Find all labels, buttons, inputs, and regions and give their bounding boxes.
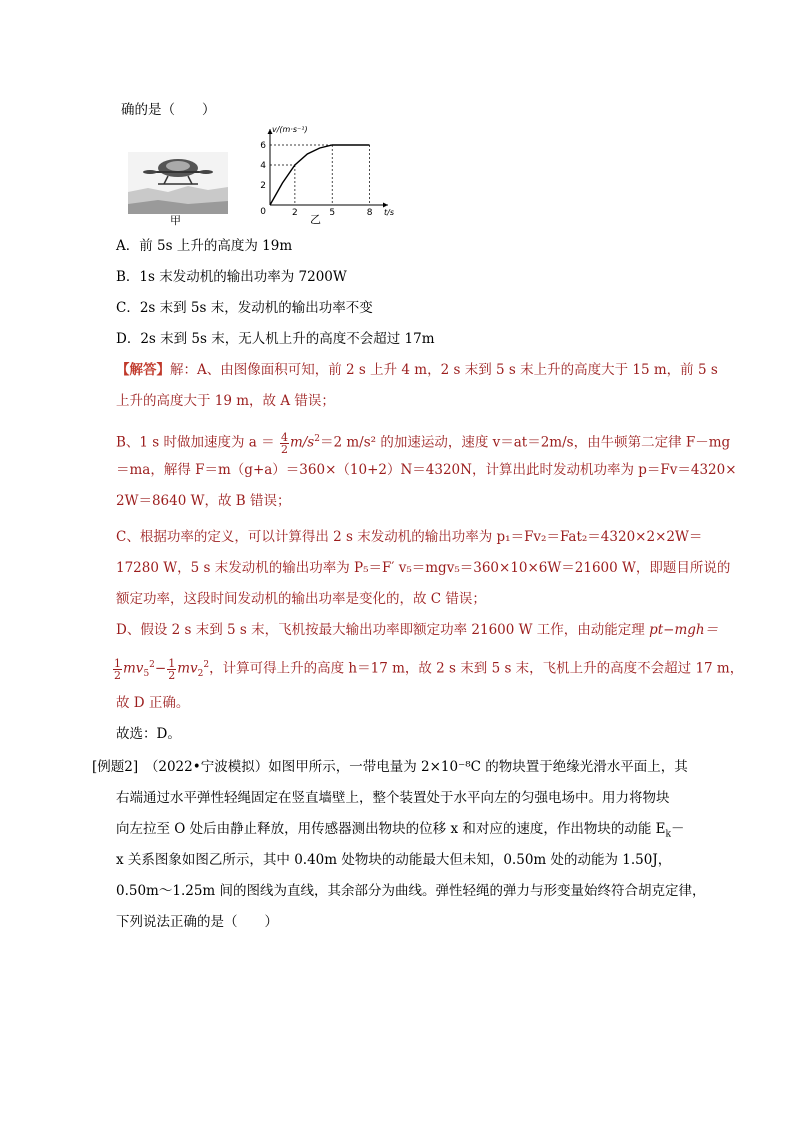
vt-chart bbox=[250, 125, 400, 230]
solution-text-3a: B、1 s 时做加速度为 a ＝ bbox=[116, 434, 275, 451]
example2-text-3-tail: － bbox=[670, 821, 685, 837]
solution-line-4: ＝ma，解得 F＝m（g+a）＝360×（10+2）N＝4320N，计算出此时发动机功率为 p＝Fv＝4320× bbox=[116, 462, 737, 478]
half-b-num: 1 bbox=[168, 656, 176, 670]
solution-line-7: 17280 W，5 s 末发动机的输出功率为 P₅＝F′ v₅＝mgv₅＝360×10×6W＝21600 W，即题目所说的 bbox=[116, 560, 731, 576]
drone-figure bbox=[128, 132, 228, 232]
solution-text-10: ，计算可得上升的高度 h＝17 m，故 2 s 末到 5 s 末，飞机上升的高度不会超过 17 m， bbox=[209, 660, 744, 677]
solution-line-5: 2W＝8640 W，故 B 错误； bbox=[116, 493, 291, 509]
solution-line-9 bbox=[116, 621, 718, 639]
example2-text-1: （2022•宁波模拟）如图甲所示，一带电量为 2×10⁻⁸C 的物块置于绝缘光滑水平面上，其 bbox=[151, 759, 688, 775]
solution-line-6: C、根据功率的定义，可以计算得出 2 s 末发动机的输出功率为 p₁＝Fv₂＝Fat₂＝4320×2×2W＝ bbox=[116, 529, 703, 545]
solution-line-11: 故 D 正确。 bbox=[116, 695, 190, 711]
solution-text-9: D、假设 2 s 末到 5 s 末，飞机按最大输出功率即额定功率 21600 W 工作，由动能定理 bbox=[116, 622, 650, 638]
mv-sup-a: 2 bbox=[149, 660, 155, 670]
x-axis-arrow bbox=[383, 203, 388, 208]
x-tick-label: 5 bbox=[329, 208, 336, 218]
half-a-den: 2 bbox=[114, 668, 121, 682]
vt-chart-svg bbox=[250, 125, 400, 230]
energy-equation: pt−mgh＝ bbox=[649, 622, 719, 638]
mv-sub-b: 2 bbox=[197, 669, 204, 680]
solution-line-1 bbox=[116, 361, 718, 379]
origin-label: 0 bbox=[260, 207, 266, 217]
half-b-den: 2 bbox=[168, 668, 176, 682]
unit-ms2: m/s bbox=[289, 434, 315, 451]
option-a: A．前 5s 上升的高度为 19m bbox=[116, 238, 293, 254]
mv-sup-b: 2 bbox=[203, 660, 210, 670]
fraction-numerator: 4 bbox=[280, 430, 288, 444]
option-c: C．2s 末到 5s 末，发动机的输出功率不变 bbox=[116, 300, 373, 316]
y-axis-label: v/(m·s⁻¹) bbox=[272, 125, 308, 134]
solution-text-1: 解：A、由图像面积可知，前 2 s 上升 4 m，2 s 末到 5 s 末上升的高度大于 15 m，前 5 s bbox=[170, 362, 718, 378]
solution-line-10 bbox=[112, 652, 743, 687]
question-stem-tail: 确的是（ ） bbox=[121, 102, 216, 118]
fraction-half-a bbox=[113, 658, 122, 681]
x-axis-label: t/s bbox=[384, 208, 394, 217]
fraction-4-over-2 bbox=[280, 432, 289, 455]
ek-subscript: k bbox=[665, 829, 671, 840]
fraction-half-b bbox=[167, 658, 176, 681]
y-tick-label: 4 bbox=[260, 161, 266, 171]
solution-text-3b: ＝2 m/s² 的加速运动，速度 v＝at＝2m/s，由牛顿第二定律 F－mg bbox=[319, 434, 731, 451]
solution-line-8: 额定功率，这段时间发动机的输出功率是变化的，故 C 错误； bbox=[116, 591, 486, 607]
answer-line: 故选：D。 bbox=[116, 726, 181, 742]
example2-line-4: x 关系图象如图乙所示，其中 0.40m 处物块的动能最大但未知，0.50m 处的动能为 1.50J， bbox=[116, 852, 672, 868]
half-a-num: 1 bbox=[114, 656, 121, 670]
example2-text-3: 向左拉至 O 处后由静止释放，用传感器测出物块的位移 x 和对应的速度，作出物块的动能 E bbox=[116, 821, 666, 837]
option-b: B．1s 末发动机的输出功率为 7200W bbox=[116, 269, 347, 285]
x-tick-label: 2 bbox=[292, 208, 298, 218]
mv-term-a: mv bbox=[123, 660, 144, 677]
figure-a-caption: 甲 bbox=[170, 214, 181, 227]
mv-sub-a: 5 bbox=[143, 669, 150, 680]
example2-tag: [例题2] bbox=[92, 759, 139, 775]
example2-line-5: 0.50m～1.25m 间的图线为直线，其余部分为曲线。弹性轻绳的弹力与形变量始终符合胡克定律， bbox=[116, 883, 706, 899]
minus-sign: − bbox=[154, 660, 167, 677]
solution-line-3: B、1 s 时做加速度为 a ＝ $\frac{4}{2}$ $m/s^2=2$ m/s² 的加速运动，速度 v＝at＝2m/s，由牛顿第二定律 F－mg bbox=[116, 430, 731, 456]
example2-line-2: 右端通过水平弹性轻绳固定在竖直墙壁上，整个装置处于水平向左的匀强电场中。用力将物块 bbox=[116, 790, 670, 806]
fraction-denominator: 2 bbox=[280, 442, 288, 456]
velocity-curve bbox=[270, 145, 370, 205]
y-tick-label: 6 bbox=[260, 141, 266, 151]
mv-term-b: mv bbox=[177, 660, 198, 677]
y-tick-label: 2 bbox=[260, 181, 266, 191]
figure-b-caption: 乙 bbox=[310, 213, 321, 226]
solution-tag: 【解答】 bbox=[116, 362, 170, 378]
example2-line-3 bbox=[116, 820, 684, 844]
option-d: D．2s 末到 5s 末，无人机上升的高度不会超过 17m bbox=[116, 331, 435, 347]
example2-line-1 bbox=[92, 758, 688, 776]
solution-line-2: 上升的高度大于 19 m，故 A 错误； bbox=[116, 393, 335, 409]
x-tick-label: 8 bbox=[366, 208, 373, 218]
example2-line-6: 下列说法正确的是（ ） bbox=[116, 914, 278, 930]
